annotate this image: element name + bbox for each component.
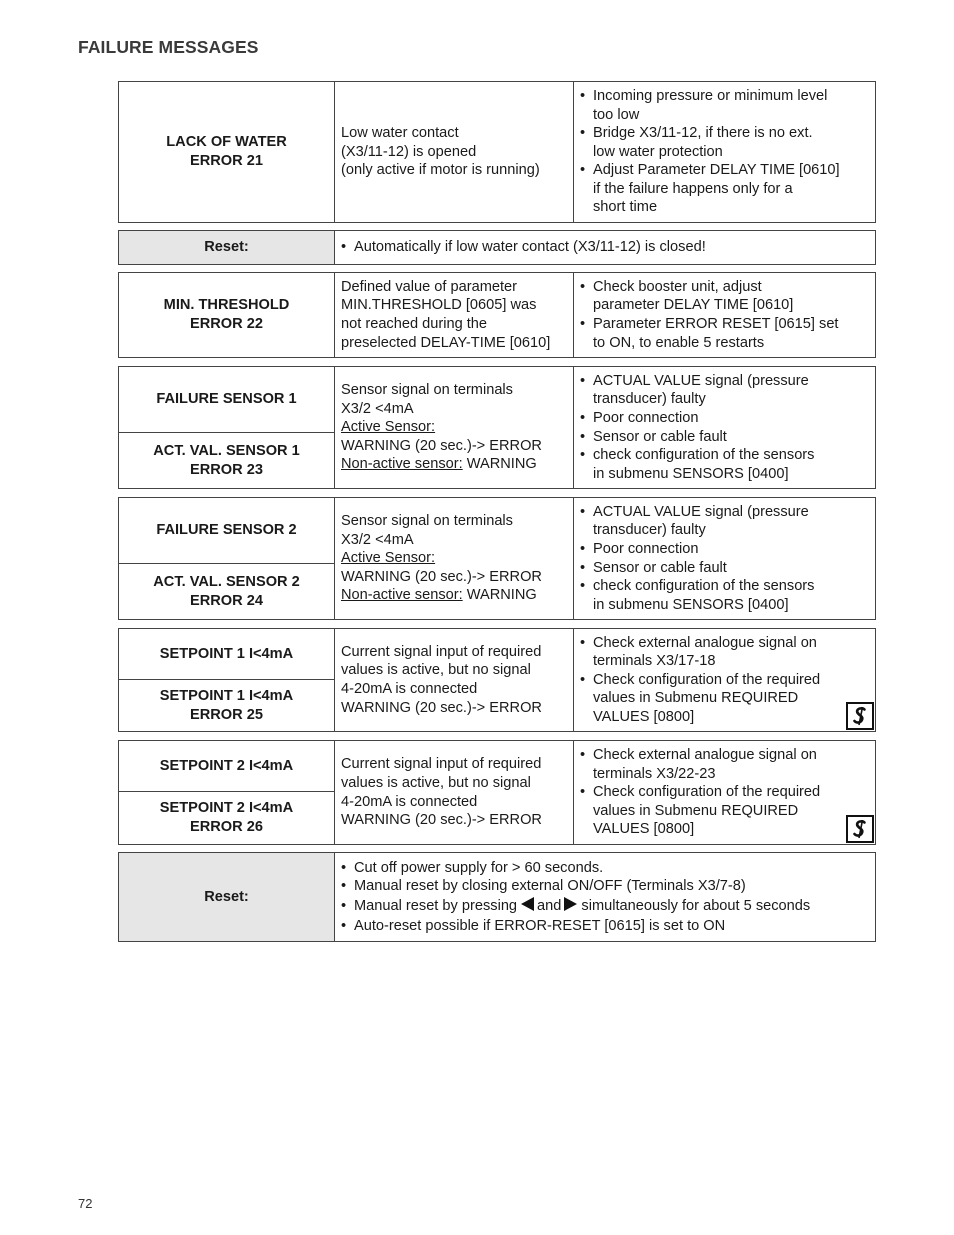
- error-code: ERROR 25: [190, 706, 263, 723]
- cause-line: values is active, but no signal: [341, 774, 531, 791]
- reset-list: [341, 859, 869, 936]
- action-item: [580, 315, 869, 352]
- error-name: SETPOINT 2 I<4mA: [159, 800, 294, 817]
- reset-line: and: [537, 897, 562, 914]
- action-line: values in Submenu REQUIRED: [593, 690, 799, 707]
- cause-line: preselected DELAY-TIME [0610]: [341, 334, 551, 351]
- error-21-block: [118, 81, 876, 223]
- error-name: MIN. THRESHOLD: [163, 297, 290, 314]
- action-item: [580, 124, 869, 161]
- action-list: [580, 278, 869, 352]
- action-cell: [574, 273, 876, 358]
- action-line: • Check configuration of the required: [593, 671, 821, 688]
- action-item: [580, 559, 869, 578]
- error-name-cell: [119, 741, 335, 792]
- reset-block-1: [118, 230, 876, 265]
- error-name-cell: [119, 792, 335, 845]
- action-line: • Sensor or cable fault: [593, 559, 727, 576]
- action-list: [580, 746, 869, 839]
- action-line: VALUES [0800]: [593, 821, 695, 838]
- reset-item: [341, 859, 869, 878]
- error-code: ERROR 21: [190, 153, 263, 169]
- service-s-icon: [846, 815, 874, 843]
- nonactive-sensor-value: WARNING: [462, 587, 537, 604]
- nonactive-sensor-label: Non-active sensor:: [341, 587, 463, 604]
- cause-line: 4-20mA is connected: [341, 793, 478, 810]
- error-22-block: [118, 272, 876, 358]
- cause-line: Current signal input of required: [341, 643, 542, 660]
- page-heading: FAILURE MESSAGES: [78, 37, 259, 57]
- error-name-cell: [119, 273, 335, 358]
- cause-line: Defined value of parameter: [341, 278, 518, 295]
- action-list: [580, 87, 869, 217]
- active-sensor-value: WARNING (20 sec.)-> ERROR: [341, 437, 542, 454]
- action-cell: [574, 629, 876, 732]
- error-name: SETPOINT 2 I<4mA: [159, 757, 294, 774]
- action-item: [580, 87, 869, 124]
- action-cell: [574, 498, 876, 620]
- error-name-cell: [119, 367, 335, 433]
- error-name-cell: [119, 433, 335, 489]
- action-item: [580, 278, 869, 315]
- error-26-block: [118, 740, 876, 845]
- cause-line: values is active, but no signal: [341, 662, 531, 679]
- cause-cell: [335, 367, 574, 489]
- action-line: values in Submenu REQUIRED: [593, 802, 799, 819]
- action-item: [580, 409, 869, 428]
- error-name-cell: [119, 82, 335, 223]
- action-line: transducer) faulty: [593, 522, 706, 539]
- action-line: • Check external analogue signal on: [593, 634, 817, 651]
- action-cell: [574, 367, 876, 489]
- action-line: short time: [593, 199, 658, 216]
- cause-line: (X3/11-12) is opened: [341, 143, 477, 160]
- error-name: FAILURE SENSOR 2: [156, 522, 297, 539]
- reset-label: Reset:: [119, 231, 335, 265]
- action-line: • Poor connection: [593, 409, 699, 426]
- reset-line: • Auto-reset possible if ERROR-RESET [0615] is set to ON: [354, 917, 726, 934]
- action-item: [580, 746, 869, 783]
- cause-cell: [335, 82, 574, 223]
- action-item: [580, 503, 869, 540]
- action-item: [580, 446, 869, 483]
- action-line: • check configuration of the sensors: [593, 447, 815, 464]
- cause-line: MIN.THRESHOLD [0605] was: [341, 297, 537, 314]
- action-cell: [574, 741, 876, 845]
- error-24-block: [118, 497, 876, 620]
- action-item: [580, 428, 869, 447]
- cause-line: WARNING (20 sec.)-> ERROR: [341, 699, 542, 716]
- action-line: low water protection: [593, 143, 723, 160]
- action-list: [580, 634, 869, 727]
- action-line: terminals X3/22-23: [593, 765, 716, 782]
- cause-cell: [335, 273, 574, 358]
- action-line: in submenu SENSORS [0400]: [593, 465, 789, 482]
- action-line: • Check configuration of the required: [593, 784, 821, 801]
- action-item: [580, 372, 869, 409]
- action-item: [580, 634, 869, 671]
- action-line: • check configuration of the sensors: [593, 578, 815, 595]
- nonactive-line: [341, 455, 567, 474]
- nonactive-line: [341, 586, 567, 605]
- cause-line: (only active if motor is running): [341, 162, 540, 179]
- error-name: ACT. VAL. SENSOR 1: [153, 442, 300, 459]
- active-sensor-value: WARNING (20 sec.)-> ERROR: [341, 568, 542, 585]
- action-cell: [574, 82, 876, 223]
- cause-line: X3/2 <4mA: [341, 400, 414, 417]
- nonactive-sensor-label: Non-active sensor:: [341, 456, 463, 473]
- cause-cell: [335, 741, 574, 845]
- error-name-cell: [119, 498, 335, 564]
- cause-line: not reached during the: [341, 316, 488, 332]
- left-arrow-key-icon: [521, 897, 534, 911]
- action-list: [580, 372, 869, 484]
- action-list: [580, 503, 869, 615]
- error-name: SETPOINT 1 I<4mA: [159, 687, 294, 704]
- cause-line: X3/2 <4mA: [341, 531, 414, 548]
- error-code: ERROR 22: [190, 316, 263, 332]
- action-item: [580, 671, 869, 727]
- cause-line: 4-20mA is connected: [341, 681, 478, 697]
- reset-line: Manual reset by pressing: [354, 897, 518, 914]
- action-line: to ON, to enable 5 restarts: [593, 334, 765, 351]
- action-line: • ACTUAL VALUE signal (pressure: [593, 372, 809, 389]
- reset-label: Reset:: [119, 853, 335, 942]
- active-sensor-label: Active Sensor:: [341, 550, 436, 567]
- cause-cell: [335, 498, 574, 620]
- page-number: 72: [78, 1196, 93, 1211]
- action-line: terminals X3/17-18: [593, 653, 716, 670]
- reset-line: simultaneously for about 5 seconds: [581, 897, 811, 914]
- reset-item: [341, 917, 869, 936]
- action-line: • Check external analogue signal on: [593, 747, 817, 764]
- error-name: LACK OF WATER: [166, 134, 287, 151]
- error-23-block: [118, 366, 876, 489]
- cause-line: Sensor signal on terminals: [341, 513, 513, 530]
- right-arrow-key-icon: [564, 897, 577, 911]
- action-item: [580, 161, 869, 217]
- reset-line: • Cut off power supply for > 60 seconds.: [354, 859, 604, 876]
- reset-item: [341, 896, 869, 917]
- action-line: • Parameter ERROR RESET [0615] set: [593, 316, 839, 332]
- action-line: • Check booster unit, adjust: [593, 278, 762, 295]
- reset-line: • Manual reset by closing external ON/OFF (Terminals X3/7-8): [354, 878, 746, 895]
- reset-item: [341, 877, 869, 896]
- error-name: FAILURE SENSOR 1: [156, 391, 297, 408]
- active-sensor-label: Active Sensor:: [341, 419, 436, 436]
- reset-block-2: [118, 852, 876, 942]
- action-line: • Sensor or cable fault: [593, 428, 727, 445]
- action-item: [580, 783, 869, 839]
- error-name-cell: [119, 629, 335, 680]
- action-item: [580, 540, 869, 559]
- action-item: [580, 577, 869, 614]
- cause-cell: [335, 629, 574, 732]
- action-line: in submenu SENSORS [0400]: [593, 596, 789, 613]
- reset-item: [341, 238, 869, 257]
- error-code: ERROR 23: [190, 461, 263, 478]
- cause-line: WARNING (20 sec.)-> ERROR: [341, 812, 542, 829]
- error-name: SETPOINT 1 I<4mA: [159, 645, 294, 662]
- cause-line: Sensor signal on terminals: [341, 382, 513, 399]
- action-line: VALUES [0800]: [593, 708, 695, 725]
- action-line: • Bridge X3/11-12, if there is no ext.: [593, 125, 813, 142]
- action-line: • Adjust Parameter DELAY TIME [0610]: [593, 162, 840, 179]
- error-name-cell: [119, 564, 335, 620]
- reset-text-cell: [335, 853, 876, 942]
- reset-line: • Automatically if low water contact (X3/11-12) is closed!: [354, 239, 706, 256]
- action-line: if the failure happens only for a: [593, 180, 793, 197]
- action-line: • ACTUAL VALUE signal (pressure: [593, 503, 809, 520]
- cause-line: Low water contact: [341, 125, 459, 142]
- nonactive-sensor-value: WARNING: [462, 456, 537, 473]
- service-s-icon: [846, 702, 874, 730]
- error-code: ERROR 26: [190, 819, 263, 835]
- error-code: ERROR 24: [190, 592, 263, 609]
- action-line: parameter DELAY TIME [0610]: [593, 297, 794, 314]
- action-line: too low: [593, 106, 640, 123]
- error-25-block: [118, 628, 876, 732]
- error-name-cell: [119, 680, 335, 732]
- error-name: ACT. VAL. SENSOR 2: [153, 573, 300, 590]
- cause-line: Current signal input of required: [341, 756, 542, 773]
- action-line: • Poor connection: [593, 540, 699, 557]
- action-line: • Incoming pressure or minimum level: [593, 87, 828, 104]
- reset-text-cell: [335, 231, 876, 265]
- action-line: transducer) faulty: [593, 391, 706, 408]
